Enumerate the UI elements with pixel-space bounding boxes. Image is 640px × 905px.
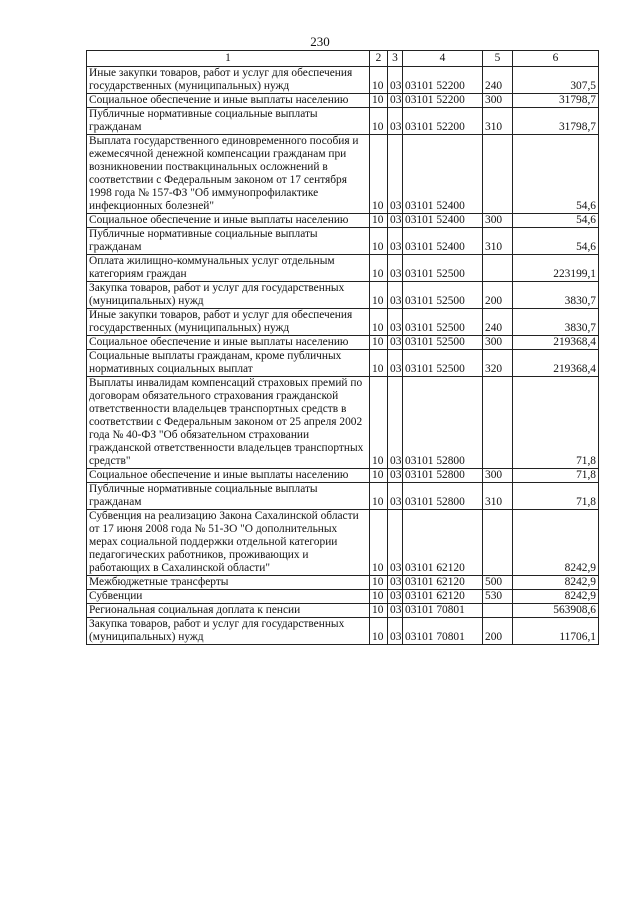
row-name: Публичные нормативные социальные выплаты гражданам bbox=[87, 228, 370, 255]
row-subsection: 03 bbox=[388, 377, 403, 469]
page-number: 230 bbox=[310, 34, 330, 49]
table-body bbox=[87, 67, 599, 645]
table-row bbox=[87, 108, 599, 135]
row-target-code: 03101 52400 bbox=[403, 135, 483, 214]
row-target-code: 03101 52400 bbox=[403, 214, 483, 228]
row-expense-type: 310 bbox=[483, 483, 513, 510]
row-expense-type: 500 bbox=[483, 576, 513, 590]
row-subsection: 03 bbox=[388, 214, 403, 228]
row-subsection: 03 bbox=[388, 604, 403, 618]
row-target-code: 03101 70801 bbox=[403, 618, 483, 645]
header-col-3: 3 bbox=[388, 51, 403, 67]
row-expense-type bbox=[483, 135, 513, 214]
row-name: Межбюджетные трансферты bbox=[87, 576, 370, 590]
header-col-6: 6 bbox=[513, 51, 599, 67]
row-section: 10 bbox=[370, 483, 388, 510]
row-subsection: 03 bbox=[388, 228, 403, 255]
row-expense-type: 300 bbox=[483, 469, 513, 483]
row-amount: 54,6 bbox=[513, 135, 599, 214]
row-amount: 71,8 bbox=[513, 483, 599, 510]
table-row bbox=[87, 604, 599, 618]
row-amount: 54,6 bbox=[513, 228, 599, 255]
row-expense-type bbox=[483, 604, 513, 618]
row-subsection: 03 bbox=[388, 590, 403, 604]
row-section: 10 bbox=[370, 309, 388, 336]
row-target-code: 03101 62120 bbox=[403, 510, 483, 576]
row-expense-type: 240 bbox=[483, 67, 513, 94]
row-section: 10 bbox=[370, 94, 388, 108]
row-amount: 8242,9 bbox=[513, 590, 599, 604]
row-name: Иные закупки товаров, работ и услуг для обеспечения государственных (муниципальных) нужд bbox=[87, 67, 370, 94]
row-amount: 11706,1 bbox=[513, 618, 599, 645]
row-name: Выплата государственного единовременного пособия и ежемесячной денежной компенсации гражданам при возникновении поствакцинальных осложнений в соответствии с Федеральным законом от 17 сентября 1998 года № 157-ФЗ "Об иммунопрофилактике инфекционных болезней" bbox=[87, 135, 370, 214]
row-name: Региональная социальная доплата к пенсии bbox=[87, 604, 370, 618]
row-subsection: 03 bbox=[388, 483, 403, 510]
row-amount: 54,6 bbox=[513, 214, 599, 228]
row-amount: 8242,9 bbox=[513, 576, 599, 590]
row-amount: 307,5 bbox=[513, 67, 599, 94]
row-subsection: 03 bbox=[388, 618, 403, 645]
row-section: 10 bbox=[370, 469, 388, 483]
row-target-code: 03101 62120 bbox=[403, 576, 483, 590]
row-target-code: 03101 52500 bbox=[403, 350, 483, 377]
row-subsection: 03 bbox=[388, 576, 403, 590]
row-amount: 3830,7 bbox=[513, 309, 599, 336]
row-name: Оплата жилищно-коммунальных услуг отдельным категориям граждан bbox=[87, 255, 370, 282]
row-name: Социальное обеспечение и иные выплаты населению bbox=[87, 336, 370, 350]
row-target-code: 03101 52500 bbox=[403, 309, 483, 336]
row-expense-type bbox=[483, 255, 513, 282]
row-name: Публичные нормативные социальные выплаты гражданам bbox=[87, 483, 370, 510]
row-name: Субвенции bbox=[87, 590, 370, 604]
row-section: 10 bbox=[370, 350, 388, 377]
row-expense-type: 300 bbox=[483, 336, 513, 350]
row-section: 10 bbox=[370, 618, 388, 645]
table-row bbox=[87, 576, 599, 590]
row-section: 10 bbox=[370, 510, 388, 576]
row-amount: 219368,4 bbox=[513, 336, 599, 350]
row-section: 10 bbox=[370, 255, 388, 282]
row-amount: 3830,7 bbox=[513, 282, 599, 309]
header-col-4: 4 bbox=[403, 51, 483, 67]
row-name: Закупка товаров, работ и услуг для государственных (муниципальных) нужд bbox=[87, 282, 370, 309]
row-section: 10 bbox=[370, 576, 388, 590]
table-row bbox=[87, 510, 599, 576]
row-name: Публичные нормативные социальные выплаты гражданам bbox=[87, 108, 370, 135]
table-row bbox=[87, 469, 599, 483]
row-section: 10 bbox=[370, 214, 388, 228]
row-section: 10 bbox=[370, 108, 388, 135]
row-section: 10 bbox=[370, 282, 388, 309]
row-target-code: 03101 52800 bbox=[403, 469, 483, 483]
row-expense-type: 300 bbox=[483, 214, 513, 228]
row-amount: 223199,1 bbox=[513, 255, 599, 282]
row-section: 10 bbox=[370, 228, 388, 255]
row-expense-type: 530 bbox=[483, 590, 513, 604]
table-row bbox=[87, 350, 599, 377]
row-amount: 219368,4 bbox=[513, 350, 599, 377]
row-target-code: 03101 52500 bbox=[403, 255, 483, 282]
header-col-1: 1 bbox=[87, 51, 370, 67]
row-name: Социальное обеспечение и иные выплаты населению bbox=[87, 214, 370, 228]
row-section: 10 bbox=[370, 604, 388, 618]
row-expense-type: 310 bbox=[483, 228, 513, 255]
row-target-code: 03101 52500 bbox=[403, 336, 483, 350]
table-row bbox=[87, 618, 599, 645]
row-section: 10 bbox=[370, 590, 388, 604]
header-row bbox=[87, 51, 599, 67]
table-row bbox=[87, 214, 599, 228]
table-row bbox=[87, 309, 599, 336]
row-subsection: 03 bbox=[388, 108, 403, 135]
row-name: Социальные выплаты гражданам, кроме публичных нормативных социальных выплат bbox=[87, 350, 370, 377]
row-subsection: 03 bbox=[388, 255, 403, 282]
row-expense-type: 310 bbox=[483, 108, 513, 135]
table-row bbox=[87, 483, 599, 510]
header-col-2: 2 bbox=[370, 51, 388, 67]
row-target-code: 03101 52200 bbox=[403, 94, 483, 108]
table-row bbox=[87, 282, 599, 309]
row-amount: 71,8 bbox=[513, 377, 599, 469]
row-target-code: 03101 62120 bbox=[403, 590, 483, 604]
row-subsection: 03 bbox=[388, 510, 403, 576]
table-row bbox=[87, 255, 599, 282]
row-amount: 563908,6 bbox=[513, 604, 599, 618]
row-subsection: 03 bbox=[388, 350, 403, 377]
row-section: 10 bbox=[370, 135, 388, 214]
row-target-code: 03101 52400 bbox=[403, 228, 483, 255]
row-subsection: 03 bbox=[388, 67, 403, 94]
row-section: 10 bbox=[370, 336, 388, 350]
row-target-code: 03101 70801 bbox=[403, 604, 483, 618]
row-target-code: 03101 52800 bbox=[403, 377, 483, 469]
table-row bbox=[87, 135, 599, 214]
table-row bbox=[87, 377, 599, 469]
row-subsection: 03 bbox=[388, 135, 403, 214]
table-row bbox=[87, 228, 599, 255]
header-col-5: 5 bbox=[483, 51, 513, 67]
row-subsection: 03 bbox=[388, 309, 403, 336]
row-name: Субвенция на реализацию Закона Сахалинской области от 17 июня 2008 года № 51-ЗО "О дополнительных мерах социальной поддержки отдельной категории педагогических работников, проживающих и работающих в Сахалинской области" bbox=[87, 510, 370, 576]
table-row bbox=[87, 336, 599, 350]
row-name: Социальное обеспечение и иные выплаты населению bbox=[87, 469, 370, 483]
budget-table bbox=[86, 50, 599, 645]
row-amount: 8242,9 bbox=[513, 510, 599, 576]
row-name: Закупка товаров, работ и услуг для государственных (муниципальных) нужд bbox=[87, 618, 370, 645]
row-name: Иные закупки товаров, работ и услуг для обеспечения государственных (муниципальных) нужд bbox=[87, 309, 370, 336]
row-target-code: 03101 52200 bbox=[403, 108, 483, 135]
row-expense-type bbox=[483, 377, 513, 469]
row-expense-type: 200 bbox=[483, 282, 513, 309]
row-subsection: 03 bbox=[388, 94, 403, 108]
row-expense-type: 300 bbox=[483, 94, 513, 108]
row-target-code: 03101 52200 bbox=[403, 67, 483, 94]
row-subsection: 03 bbox=[388, 336, 403, 350]
row-name: Выплаты инвалидам компенсаций страховых премий по договорам обязательного страхования гражданской ответственности владельцев транспортных средств в соответствии с Федеральным законом от 25 апреля 2002 года № 40-ФЗ "Об обязательном страховании гражданской ответственности владельцев транспортных средств" bbox=[87, 377, 370, 469]
row-section: 10 bbox=[370, 377, 388, 469]
row-section: 10 bbox=[370, 67, 388, 94]
row-name: Социальное обеспечение и иные выплаты населению bbox=[87, 94, 370, 108]
table-row bbox=[87, 590, 599, 604]
row-expense-type: 320 bbox=[483, 350, 513, 377]
row-target-code: 03101 52800 bbox=[403, 483, 483, 510]
table-row bbox=[87, 67, 599, 94]
row-expense-type: 200 bbox=[483, 618, 513, 645]
row-expense-type bbox=[483, 510, 513, 576]
row-subsection: 03 bbox=[388, 282, 403, 309]
row-expense-type: 240 bbox=[483, 309, 513, 336]
row-amount: 71,8 bbox=[513, 469, 599, 483]
row-subsection: 03 bbox=[388, 469, 403, 483]
table-row bbox=[87, 94, 599, 108]
row-target-code: 03101 52500 bbox=[403, 282, 483, 309]
row-amount: 31798,7 bbox=[513, 94, 599, 108]
row-amount: 31798,7 bbox=[513, 108, 599, 135]
